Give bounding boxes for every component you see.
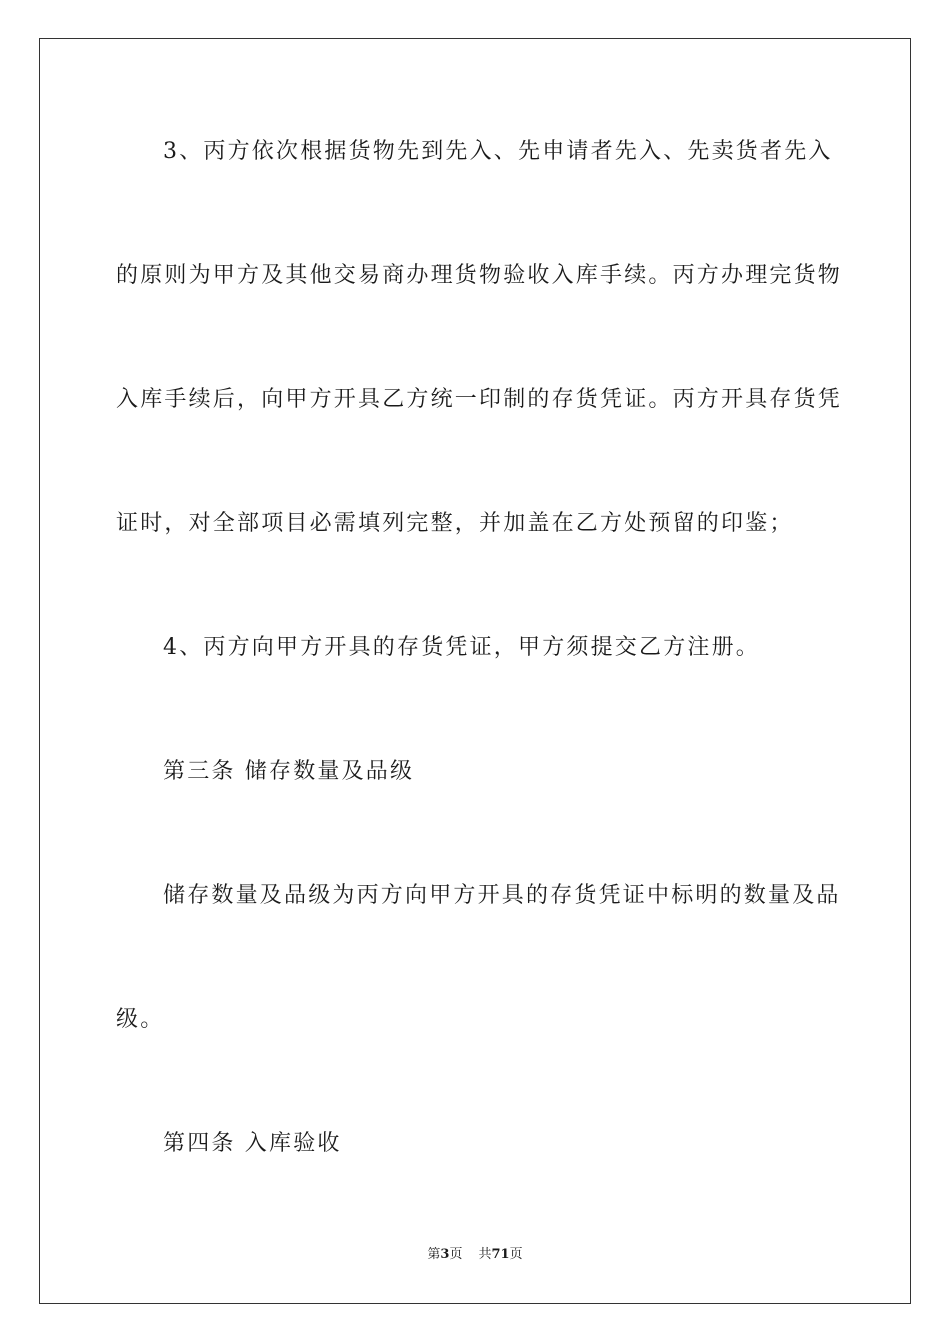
section-heading: 第三条 储存数量及品级 xyxy=(163,759,415,784)
page-frame xyxy=(39,38,911,1304)
paragraph-line: 级。 xyxy=(116,1007,165,1032)
paragraph-line: 证时，对全部项目必需填列完整，并加盖在乙方处预留的印鉴； xyxy=(116,511,794,536)
paragraph-line: 储存数量及品级为丙方向甲方开具的存货凭证中标明的数量及品 xyxy=(163,883,841,908)
page-prefix: 第 xyxy=(427,1247,441,1262)
total-prefix: 共 xyxy=(478,1247,492,1262)
paragraph-line: 3、丙方依次根据货物先到先入、先申请者先入、先卖货者先入 xyxy=(163,139,833,164)
section-heading: 第四条 入库验收 xyxy=(163,1131,342,1156)
paragraph-line: 入库手续后，向甲方开具乙方统一印制的存货凭证。丙方开具存货凭 xyxy=(116,387,843,412)
page-footer xyxy=(0,1246,950,1264)
paragraph-line: 的原则为甲方及其他交易商办理货物验收入库手续。丙方办理完货物 xyxy=(116,263,843,288)
page-number: 3 xyxy=(440,1247,450,1262)
total-pages: 71 xyxy=(491,1247,510,1262)
total-suffix: 页 xyxy=(509,1247,523,1262)
page-suffix: 页 xyxy=(449,1247,463,1262)
paragraph-line: 4、丙方向甲方开具的存货凭证，甲方须提交乙方注册。 xyxy=(163,635,760,660)
